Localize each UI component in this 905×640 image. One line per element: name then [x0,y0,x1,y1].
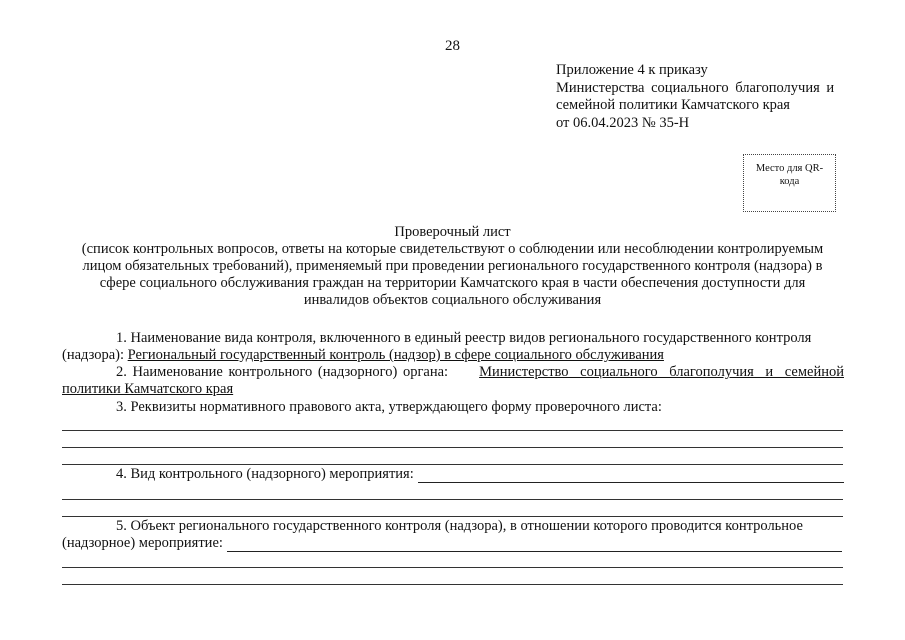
blank-line[interactable] [62,567,843,568]
title-line: сфере социального обслуживания граждан на территории Камчатского края в части обеспечения доступности для [99,275,806,291]
item-5-label: (надзорное) мероприятие: [62,535,223,551]
item-4-field[interactable] [418,468,844,483]
item-5-line [62,535,842,552]
appendix-line-text: Министерства социального благополучия и [556,79,835,96]
appendix-line: от 06.04.2023 № 35-Н [556,114,690,131]
title-line: (список контрольных вопросов, ответы на которые свидетельствуют о соблюдении или несоблюдении контролируемым [81,241,824,257]
blank-line[interactable] [62,584,843,585]
appendix-line: семейной политики Камчатского края [556,97,790,113]
item-1-line: 1. Наименование вида контроля, включенного в единый реестр видов регионального государственного контроля [116,330,812,346]
title-line: лицом обязательных требований), применяемый при проведении регионального государственного контроля (надзора) в [82,258,823,274]
item-2 [62,364,844,398]
item-1-line [62,347,844,364]
qr-code-placeholder [743,154,836,212]
item-4-label: 4. Вид контрольного (надзорного) мероприятия: [116,466,414,482]
item-4 [62,466,844,484]
item-2-line [62,364,844,381]
item-2-label: 2. Наименование контрольного (надзорного) органа: [116,364,449,380]
title-heading: Проверочный лист [394,224,511,240]
item-5 [62,518,844,552]
document-title [60,224,845,309]
appendix-line: Приложение 4 к приказу [556,62,708,78]
item-1 [62,330,844,364]
item-2-value: Министерство социального благополучия и семейной [479,364,844,380]
appendix-line [556,80,846,98]
blank-line[interactable] [62,499,843,500]
blank-line[interactable] [62,430,843,431]
item-1-label: (надзора): [62,347,125,363]
item-4-line [62,466,844,483]
blank-line[interactable] [62,447,843,448]
item-2-line [62,381,844,398]
appendix-header [556,62,846,132]
item-5-field[interactable] [227,537,842,552]
item-2-value-cont: политики Камчатского края [62,381,234,397]
item-1-value: Региональный государственный контроль (надзор) в сфере социального обслуживания [127,347,664,363]
qr-placeholder-line: кода [779,176,800,187]
item-3 [62,399,844,416]
qr-placeholder-line: Место для QR- [755,163,824,174]
blank-line[interactable] [62,516,843,517]
title-line: инвалидов объектов социального обслуживания [303,292,602,308]
item-3-text: 3. Реквизиты нормативного правового акта, утверждающего форму проверочного листа: [116,399,662,415]
item-5-line: 5. Объект регионального государственного контроля (надзора), в отношении которого проводится контрольное [116,518,803,534]
page-number: 28 [445,38,460,54]
blank-line[interactable] [62,464,843,465]
